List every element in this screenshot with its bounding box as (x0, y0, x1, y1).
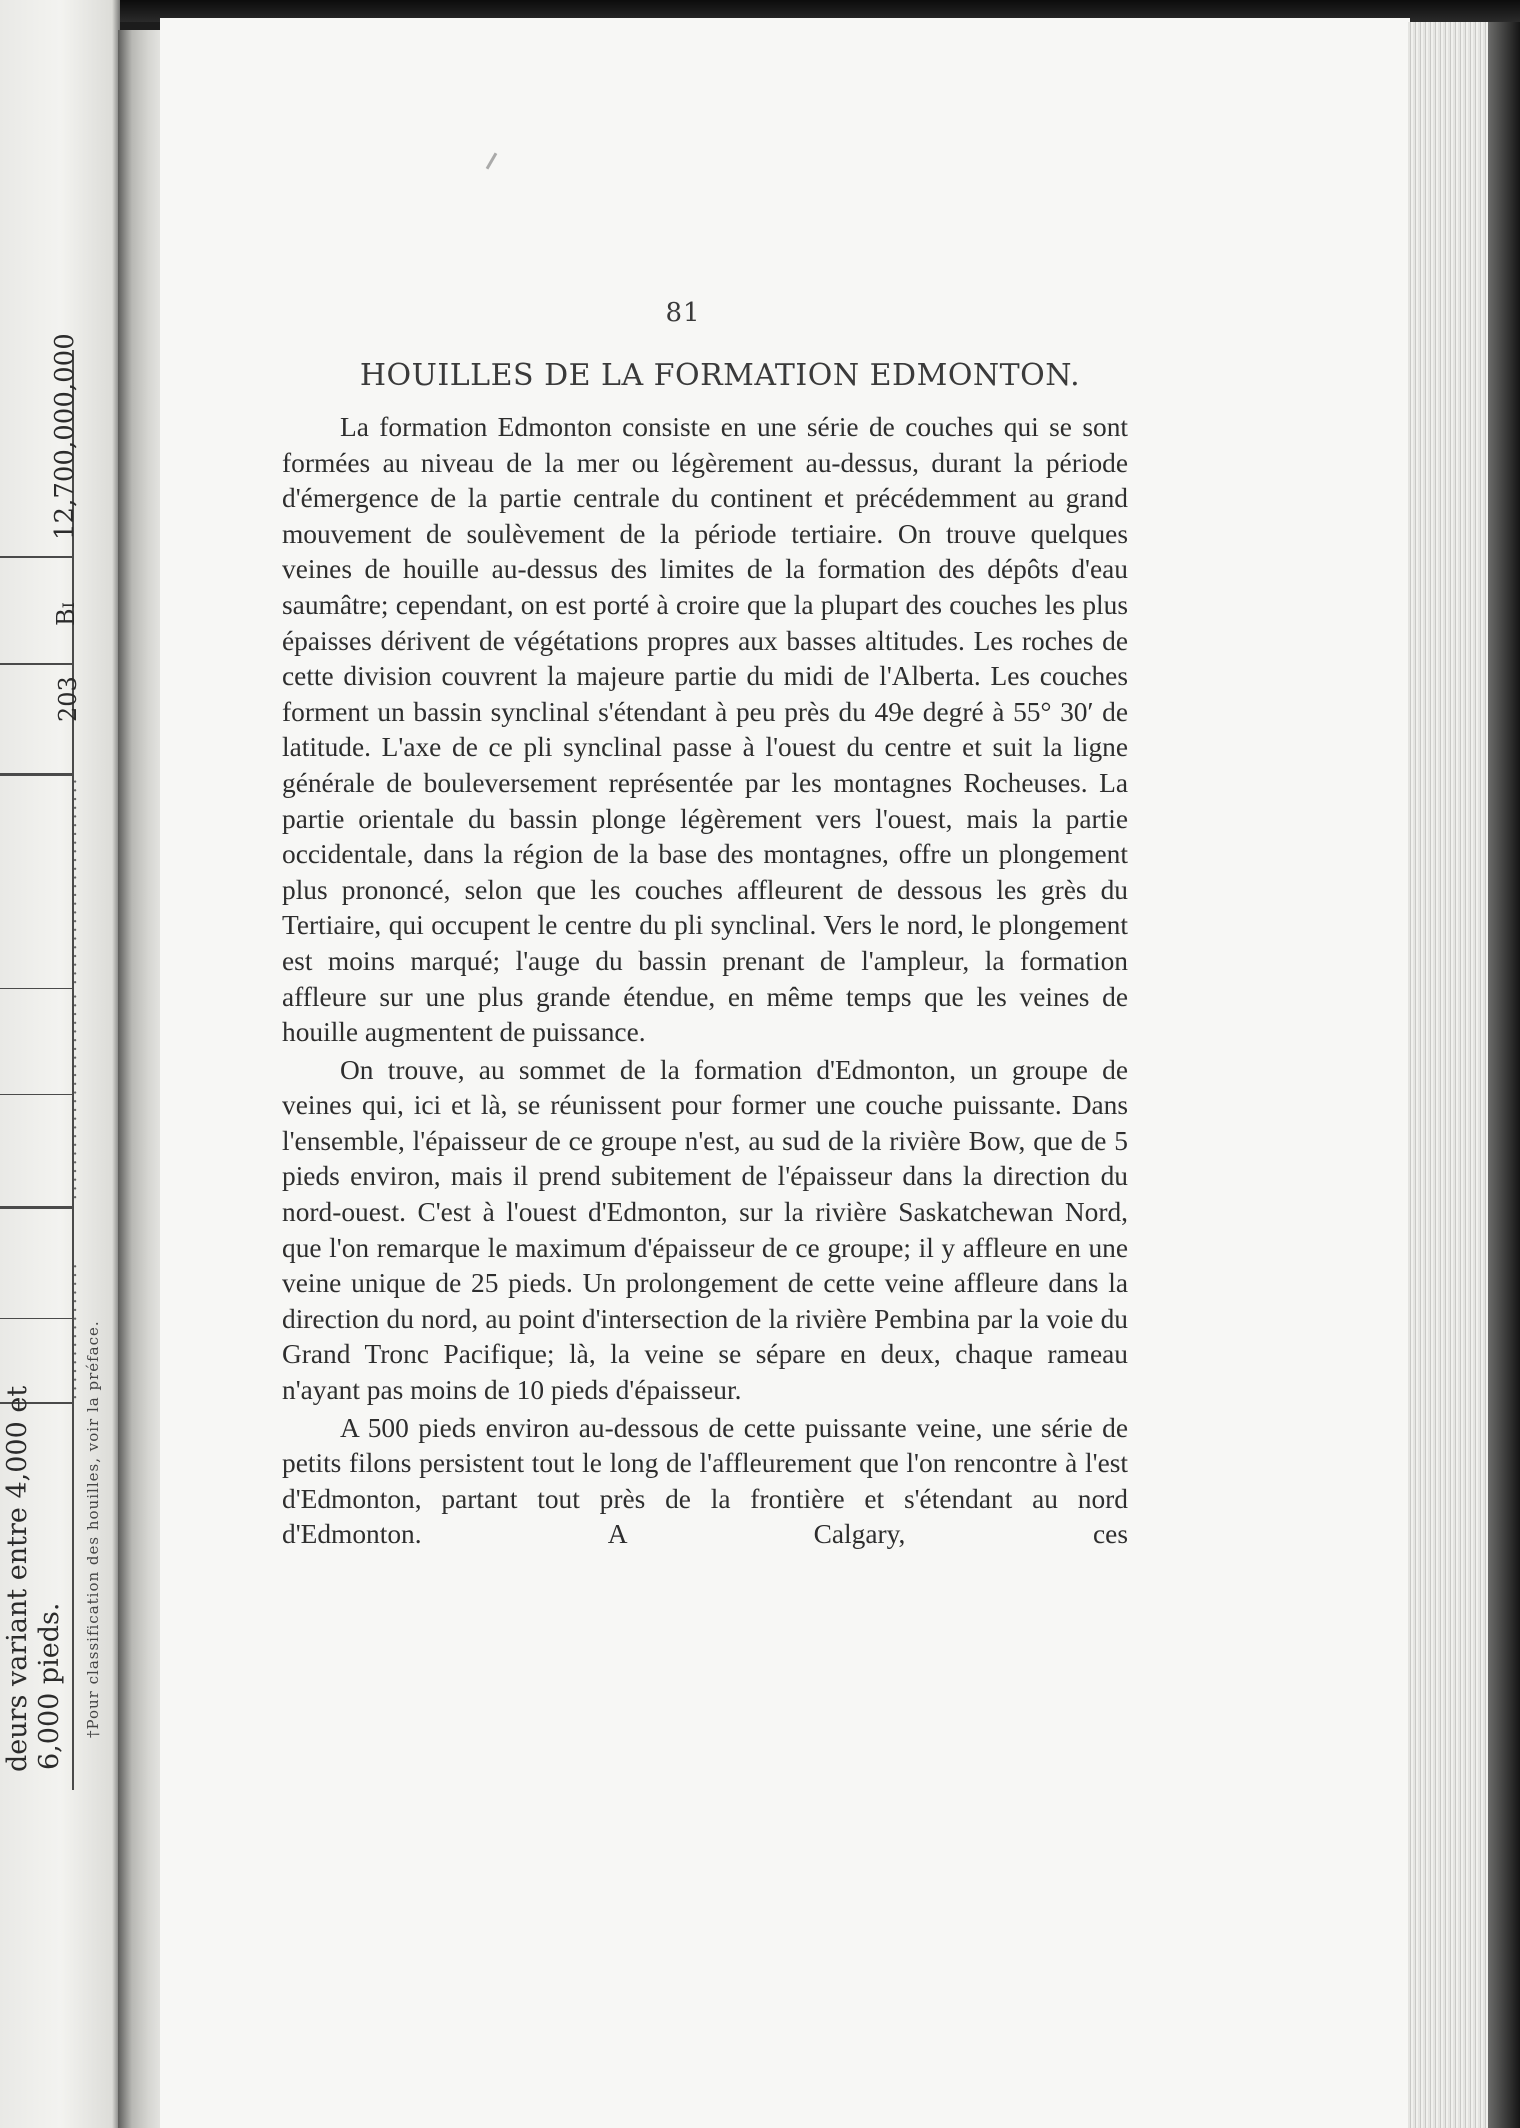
dotted-leader: ................ (60, 1260, 81, 1400)
paragraph: On trouve, au sommet de la formation d'Edmonton, un groupe de veines qui, ici et là, se réunissent pour former une couche puissante. Dans l'ensemble, l'épaisseur de ce groupe n'est, au sud de la rivière Bow, que de 5 pieds environ, mais il prend subitement de l'épaisseur dans la direction du nord-ouest. C'est à l'ouest d'Edmonton, sur la rivière Saskatchewan Nord, que l'on remarque le maximum d'épaisseur de ce groupe; il y affleure en une veine unique de 25 pieds. Un prolongement de cette veine affleure dans la direction du nord, au point d'intersection de la rivière Pembina par la voie du Grand Tronc Pacifique; là, la veine se sépare en deux, chaque rameau n'ayant pas moins de 10 pieds d'épaisseur. (282, 1054, 1128, 1406)
facing-row-text-1: deurs variant entre 4,000 et (2, 1385, 33, 1772)
facing-class-label (52, 602, 80, 626)
facing-row-text-2: 6,000 pieds. (34, 1602, 65, 1770)
paragraph: La formation Edmonton consiste en une série de couches qui se sont formées au niveau de la mer ou légèrement au-dessus, durant la période d'émergence de la partie centrale du continent et précédemment au grand mouvement de soulèvement de la période tertiaire. On trouve quelques veines de houille au-dessus des limites de la formation des dépôts d'eau saumâtre; cependant, on est porté à croire que la plupart des couches les plus épaisses dérivent de végétations propres aux basses altitudes. Les roches de cette division couvrent la majeure partie du midi de l'Alberta. Les couches forment un bassin synclinal s'étendant à peu près du 49e degré à 55° 30′ de latitude. L'axe de ce pli synclinal passe à l'ouest du centre et suit la ligne générale de bouleversement représentée par les montagnes Rocheuses. La partie orientale du bassin plonge légèrement vers l'ouest, mais la partie occidentale, dans la région de la base des montagnes, offre un plongement plus prononcé, selon que les couches affleurent de dessous les grès du Tertiaire, qui occupent le centre du pli synclinal. Vers le nord, le plongement est moins marqué; l'auge du bassin prenant de l'ampleur, la formation affleure sur une plus grande étendue, en même temps que les veines de houille augmentent de puissance. (282, 412, 1128, 1048)
facing-value-total: 12,700,000,000 (50, 333, 80, 540)
table-rule (0, 1206, 74, 1209)
paragraph: A 500 pieds environ au-dessous de cette puissante veine, une série de petits filons persistent tout le long de l'affleurement que l'on rencontre à l'est d'Edmonton, partant tout près de la frontière et s'étendant au nord d'Edmonton. A Calgary, ces (282, 1412, 1128, 1550)
page-edge-shadow (1488, 22, 1520, 2128)
facing-class-letter: B (52, 608, 80, 626)
table-rule (0, 663, 74, 665)
facing-class-subscript: I (59, 602, 78, 609)
page-edge-stack (1408, 22, 1490, 2128)
facing-value-count: 203 (54, 676, 82, 722)
dotted-leader: ........................ (60, 990, 81, 1200)
page-number: 81 (665, 298, 701, 328)
table-rule (0, 556, 74, 558)
body-text (282, 410, 1128, 1555)
dotted-leader: ........................ (60, 775, 81, 985)
section-title: HOUILLES DE LA FORMATION EDMONTON. (359, 358, 1081, 393)
table-rule (0, 988, 74, 989)
facing-footnote: †Pour classification des houilles, voir la préface. (84, 1320, 102, 1738)
